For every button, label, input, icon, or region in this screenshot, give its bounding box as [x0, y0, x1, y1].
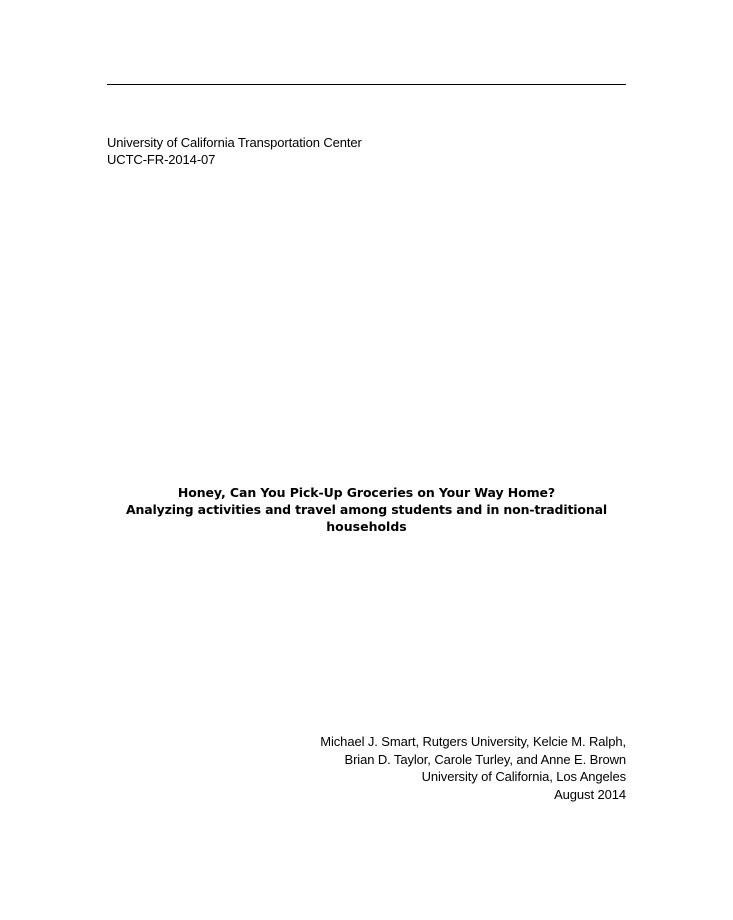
organization-name: University of California Transportation Center: [107, 135, 362, 150]
title-line-3: households: [326, 519, 407, 534]
author-affiliation: University of California, Los Angeles: [421, 769, 626, 784]
top-horizontal-rule: [107, 84, 626, 85]
authors-line-2: Brian D. Taylor, Carole Turley, and Anne E. Brown: [344, 751, 626, 767]
authors-line-1: Michael J. Smart, Rutgers University, Kelcie M. Ralph,: [320, 734, 626, 749]
publication-date: August 2014: [554, 786, 626, 802]
title-line-2: Analyzing activities and travel among students and in non-traditional: [125, 502, 608, 517]
title-line-1: Honey, Can You Pick-Up Groceries on Your Way Home?: [177, 485, 556, 500]
report-number: UCTC-FR-2014-07: [107, 152, 216, 167]
report-title: [100, 484, 633, 535]
report-header: [107, 134, 527, 168]
authors-block: [260, 733, 626, 803]
